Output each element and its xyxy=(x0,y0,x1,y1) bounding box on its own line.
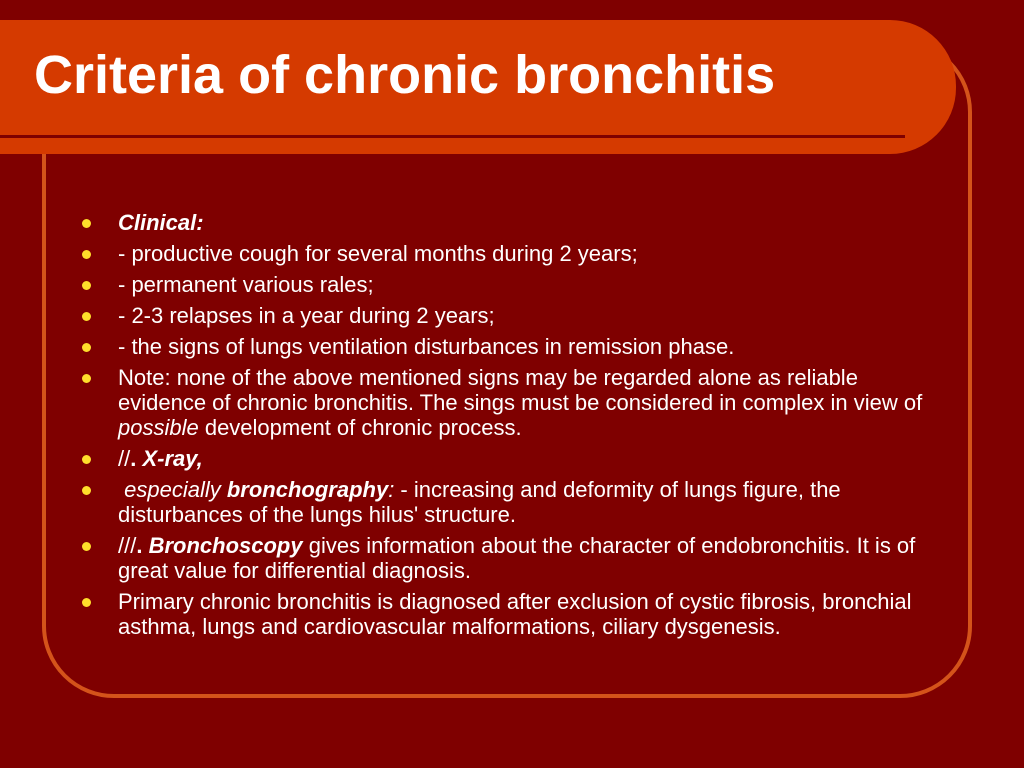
bullet-text-italic: especially xyxy=(124,477,227,502)
bullet-primary-diagnosis xyxy=(82,589,942,639)
bullet-text: - permanent various rales; xyxy=(118,272,374,297)
bullet-permanent-rales xyxy=(82,272,942,297)
title-underline xyxy=(0,135,905,138)
bullet-text-bold: . xyxy=(136,533,149,558)
bullet-relapses xyxy=(82,303,942,328)
bullet-prefix: // xyxy=(118,446,131,471)
bullet-text-bold-italic: X-ray, xyxy=(142,446,203,471)
bullet-note xyxy=(82,365,942,440)
bullet-text-bold-italic: Bronchoscopy xyxy=(148,533,303,558)
bullet-text: - productive cough for several months during 2 years; xyxy=(118,241,638,266)
bullet-list xyxy=(82,210,942,645)
bullet-bronchography xyxy=(82,477,942,527)
bullet-dot-icon xyxy=(82,486,91,495)
bullet-dot-icon xyxy=(82,219,91,228)
bullet-ventilation-signs xyxy=(82,334,942,359)
bullet-productive-cough xyxy=(82,241,942,266)
bullet-dot-icon xyxy=(82,281,91,290)
bullet-dot-icon xyxy=(82,250,91,259)
bullet-dot-icon xyxy=(82,598,91,607)
bullet-text-italic: : xyxy=(388,477,395,502)
bullet-dot-icon xyxy=(82,312,91,321)
bullet-dot-icon xyxy=(82,374,91,383)
bullet-text: Clinical: xyxy=(118,210,204,235)
bullet-text-part: - increasing and deformity of lungs figure, the disturbances of the lungs hilus' structure. xyxy=(118,477,841,527)
bullet-dot-icon xyxy=(82,542,91,551)
bullet-text: - 2-3 relapses in a year during 2 years; xyxy=(118,303,495,328)
bullet-text-part: gives information about the character of endobronchitis. It is of great value for differential diagnosis. xyxy=(118,533,916,583)
bullet-text: - the signs of lungs ventilation disturbances in remission phase. xyxy=(118,334,735,359)
bullet-dot-icon xyxy=(82,343,91,352)
bullet-text: Primary chronic bronchitis is diagnosed after exclusion of cystic fibrosis, bronchial asthma, lungs and cardiovascular malformations, ciliary dysgenesis. xyxy=(118,589,912,639)
bullet-clinical xyxy=(82,210,942,235)
bullet-xray xyxy=(82,446,942,471)
slide-title: Criteria of chronic bronchitis xyxy=(34,45,776,105)
bullet-text-part: development of chronic process. xyxy=(198,415,522,440)
bullet-bronchoscopy xyxy=(82,533,942,583)
bullet-text-bold: . xyxy=(130,446,143,471)
bullet-text-bold-italic: bronchography xyxy=(226,477,389,502)
bullet-text-italic: possible xyxy=(118,415,199,440)
bullet-dot-icon xyxy=(82,455,91,464)
bullet-text-part: Note: none of the above mentioned signs may be regarded alone as reliable evidence of chronic bronchitis. The sings must be considered in complex in view of xyxy=(118,365,923,415)
bullet-prefix: /// xyxy=(118,533,137,558)
